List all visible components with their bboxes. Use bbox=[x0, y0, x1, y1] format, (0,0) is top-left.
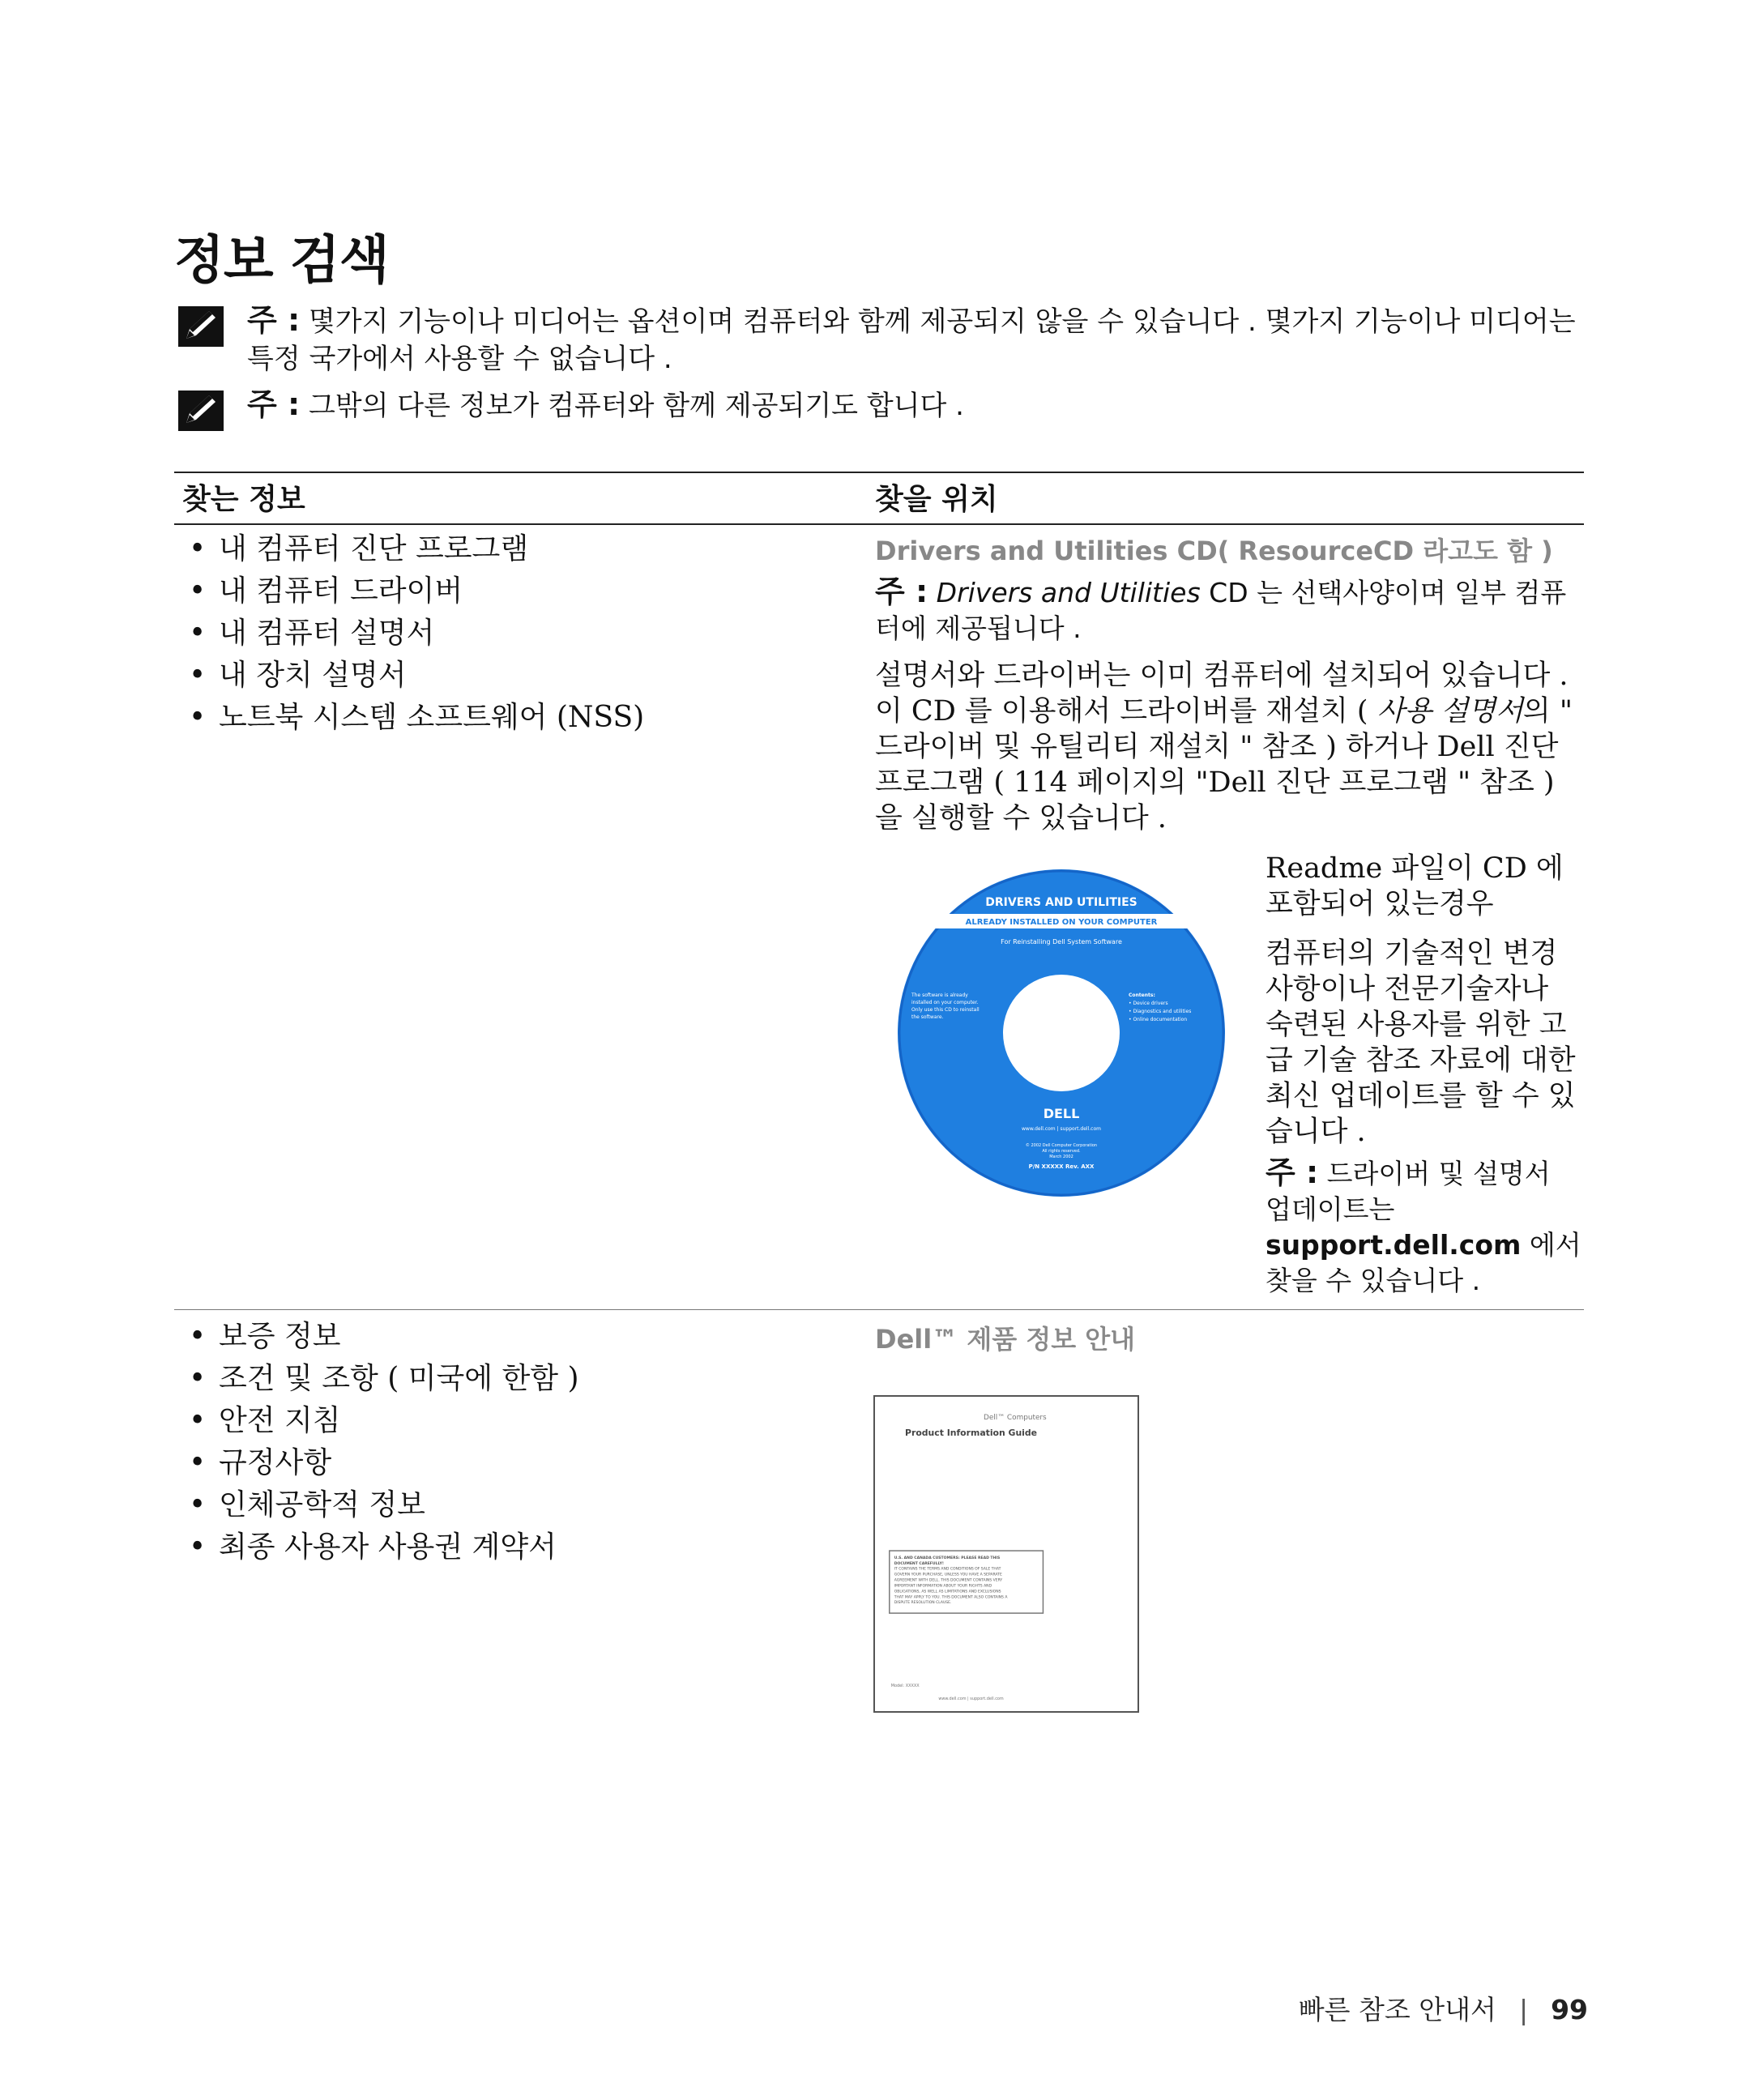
cd-copyright: March 2002 bbox=[1049, 1155, 1073, 1159]
note-text: CD 는 선택사양이며 일부 컴퓨터에 제공됩니다 . bbox=[875, 577, 1567, 644]
cd-copyright: All rights reserved. bbox=[1042, 1149, 1081, 1154]
cd-contents-item: • Device drivers bbox=[1129, 1001, 1168, 1006]
cd-url: www.dell.com | support.dell.com bbox=[1022, 1126, 1101, 1132]
cd-copyright: © 2002 Dell Computer Corporation bbox=[1025, 1143, 1098, 1148]
table-header-rule bbox=[174, 523, 1584, 525]
guide-url: www.dell.com | support.dell.com bbox=[938, 1696, 1004, 1701]
desc-text: 설명서와 드라이버는 이미 컴퓨터에 설치되어 있습니다 . 이 CD 를 이용해서 드라이버를 재설치 ( bbox=[875, 659, 1569, 728]
note-text: 드라이버 및 설명서 업데이트는 bbox=[1266, 1158, 1551, 1225]
guide-model: Model: XXXXX bbox=[890, 1683, 920, 1688]
list-item: • 내 컴퓨터 진단 프로그램 bbox=[182, 528, 830, 570]
row2-info-list bbox=[182, 1316, 830, 1569]
guide-brand: Dell™ Computers bbox=[984, 1414, 1047, 1423]
note-italic-text: Drivers and Utilities bbox=[936, 577, 1201, 608]
list-item: • 인체공학적 정보 bbox=[182, 1484, 830, 1526]
footer-separator: | bbox=[1518, 1994, 1529, 2025]
drivers-utilities-cd-image bbox=[895, 867, 1227, 1199]
cd-contents-item: • Online documentation bbox=[1129, 1017, 1188, 1022]
driver-update-note bbox=[1266, 1155, 1581, 1299]
readme-text: Readme 파일이 CD 에 포함되어 있는경우 bbox=[1266, 852, 1564, 920]
guide-box-line: THAT MAY APPLY TO YOU. THIS DOCUMENT ALSO CONTAINS A bbox=[894, 1595, 1008, 1600]
list-item: • 내 컴퓨터 설명서 bbox=[182, 612, 830, 655]
cd-contents-item: • Diagnostics and utilities bbox=[1129, 1009, 1192, 1014]
list-item: • 안전 지침 bbox=[182, 1400, 830, 1442]
product-info-guide-title: Dell™ 제품 정보 안내 bbox=[875, 1324, 1136, 1355]
guide-box-line: GOVERN YOUR PURCHASE, UNLESS YOU HAVE A SEPARATE bbox=[894, 1573, 1002, 1577]
desc-text: 의 " 드라이버 및 유틸리티 재설치 " 참조 ) 하거나 Dell 진단 프로그램 ( 114 페이지의 "Dell 진단 프로그램 " 참조 ) 을 실행할 수 있습니다 . bbox=[875, 695, 1573, 834]
guide-box-line: DOCUMENT CAREFULLY! bbox=[894, 1561, 945, 1566]
note-label: 주 : bbox=[247, 386, 301, 422]
cd-part-number: P/N XXXXX Rev. AXX bbox=[1028, 1163, 1095, 1170]
list-item: • 조건 및 조항 ( 미국에 한함 ) bbox=[182, 1358, 830, 1400]
page-footer bbox=[1299, 1989, 1588, 2027]
note-label: 주 : bbox=[875, 574, 928, 609]
table-row-rule bbox=[174, 1309, 1584, 1310]
guide-box-line: OBLIGATIONS, AS WELL AS LIMITATIONS AND EXCLUSIONS bbox=[894, 1590, 1001, 1594]
note-options bbox=[178, 301, 1588, 378]
note-label: 주 : bbox=[1266, 1155, 1319, 1190]
desc-italic-text: 사용 설명서 bbox=[1377, 695, 1523, 728]
list-item: • 내 장치 설명서 bbox=[182, 655, 830, 697]
guide-title: Product Information Guide bbox=[905, 1427, 1038, 1438]
guide-box-line: IT CONTAINS THE TERMS AND CONDITIONS OF SALE THAT bbox=[894, 1567, 1001, 1572]
table-top-rule bbox=[174, 472, 1584, 473]
list-item: • 노트북 시스템 소프트웨어 (NSS) bbox=[182, 697, 830, 739]
note-text: 그밖의 다른 정보가 컴퓨터와 함께 제공되기도 합니다 . bbox=[308, 390, 964, 422]
list-item: • 보증 정보 bbox=[182, 1316, 830, 1358]
row1-info-list bbox=[182, 528, 830, 739]
cd-contents-label: Contents: bbox=[1129, 992, 1155, 998]
page-title: 정보 검색 bbox=[174, 231, 389, 291]
note-text: 에서 찾을 수 있습니다 . bbox=[1266, 1229, 1581, 1296]
column-header-info: 찾는 정보 bbox=[182, 483, 305, 516]
cd-left-line: installed on your computer. bbox=[911, 1000, 979, 1005]
cd-subtitle: For Reinstalling Dell System Software bbox=[1001, 938, 1122, 945]
support-url: support.dell.com bbox=[1266, 1229, 1522, 1261]
guide-box-line: U.S. AND CANADA CUSTOMERS: PLEASE READ THIS bbox=[894, 1556, 1001, 1560]
cd-description bbox=[875, 658, 1580, 836]
tech-update-text: 컴퓨터의 기술적인 변경사항이나 전문기술자나 숙련된 사용자를 위한 고급 기술 참조 자료에 대한 최신 업데이트를 할 수 있습니다 . bbox=[1266, 937, 1576, 1148]
note-label: 주 : bbox=[247, 302, 301, 338]
guide-box-line: IMPORTANT INFORMATION ABOUT YOUR RIGHTS AND bbox=[894, 1584, 992, 1589]
drivers-utilities-cd-title: Drivers and Utilities CD( ResourceCD 라고도 함 ) bbox=[875, 536, 1553, 566]
note-pencil-icon bbox=[178, 391, 224, 431]
footer-title: 빠른 참조 안내서 bbox=[1298, 1994, 1496, 2025]
note-pencil-icon bbox=[178, 306, 224, 347]
cd-band-text: ALREADY INSTALLED ON YOUR COMPUTER bbox=[965, 918, 1158, 927]
list-item: • 내 컴퓨터 드라이버 bbox=[182, 570, 830, 612]
guide-box-line: DISPUTE RESOLUTION CLAUSE. bbox=[894, 1601, 952, 1606]
column-header-location: 찾을 위치 bbox=[875, 483, 998, 516]
list-item: • 규정사항 bbox=[182, 1442, 830, 1484]
cd-left-line: the software. bbox=[911, 1014, 944, 1020]
note-text: 몇가지 기능이나 미디어는 옵션이며 컴퓨터와 함께 제공되지 않을 수 있습니다 . 몇가지 기능이나 미디어는 특정 국가에서 사용할 수 없습니다 . bbox=[247, 305, 1576, 375]
cd-left-line: The software is already bbox=[911, 992, 968, 998]
cd-optional-note bbox=[875, 574, 1580, 647]
cd-title: DRIVERS AND UTILITIES bbox=[985, 896, 1138, 909]
cd-left-line: Only use this CD to reinstall bbox=[911, 1007, 980, 1013]
guide-box-line: AGREEMENT WITH DELL. THIS DOCUMENT CONTAINS VERY bbox=[894, 1578, 1003, 1583]
note-other-info bbox=[178, 386, 1588, 425]
page-number: 99 bbox=[1551, 1994, 1588, 2025]
list-item: • 최종 사용자 사용권 계약서 bbox=[182, 1526, 830, 1569]
product-info-guide-image bbox=[873, 1395, 1139, 1713]
dell-logo: DELL bbox=[1043, 1106, 1080, 1121]
